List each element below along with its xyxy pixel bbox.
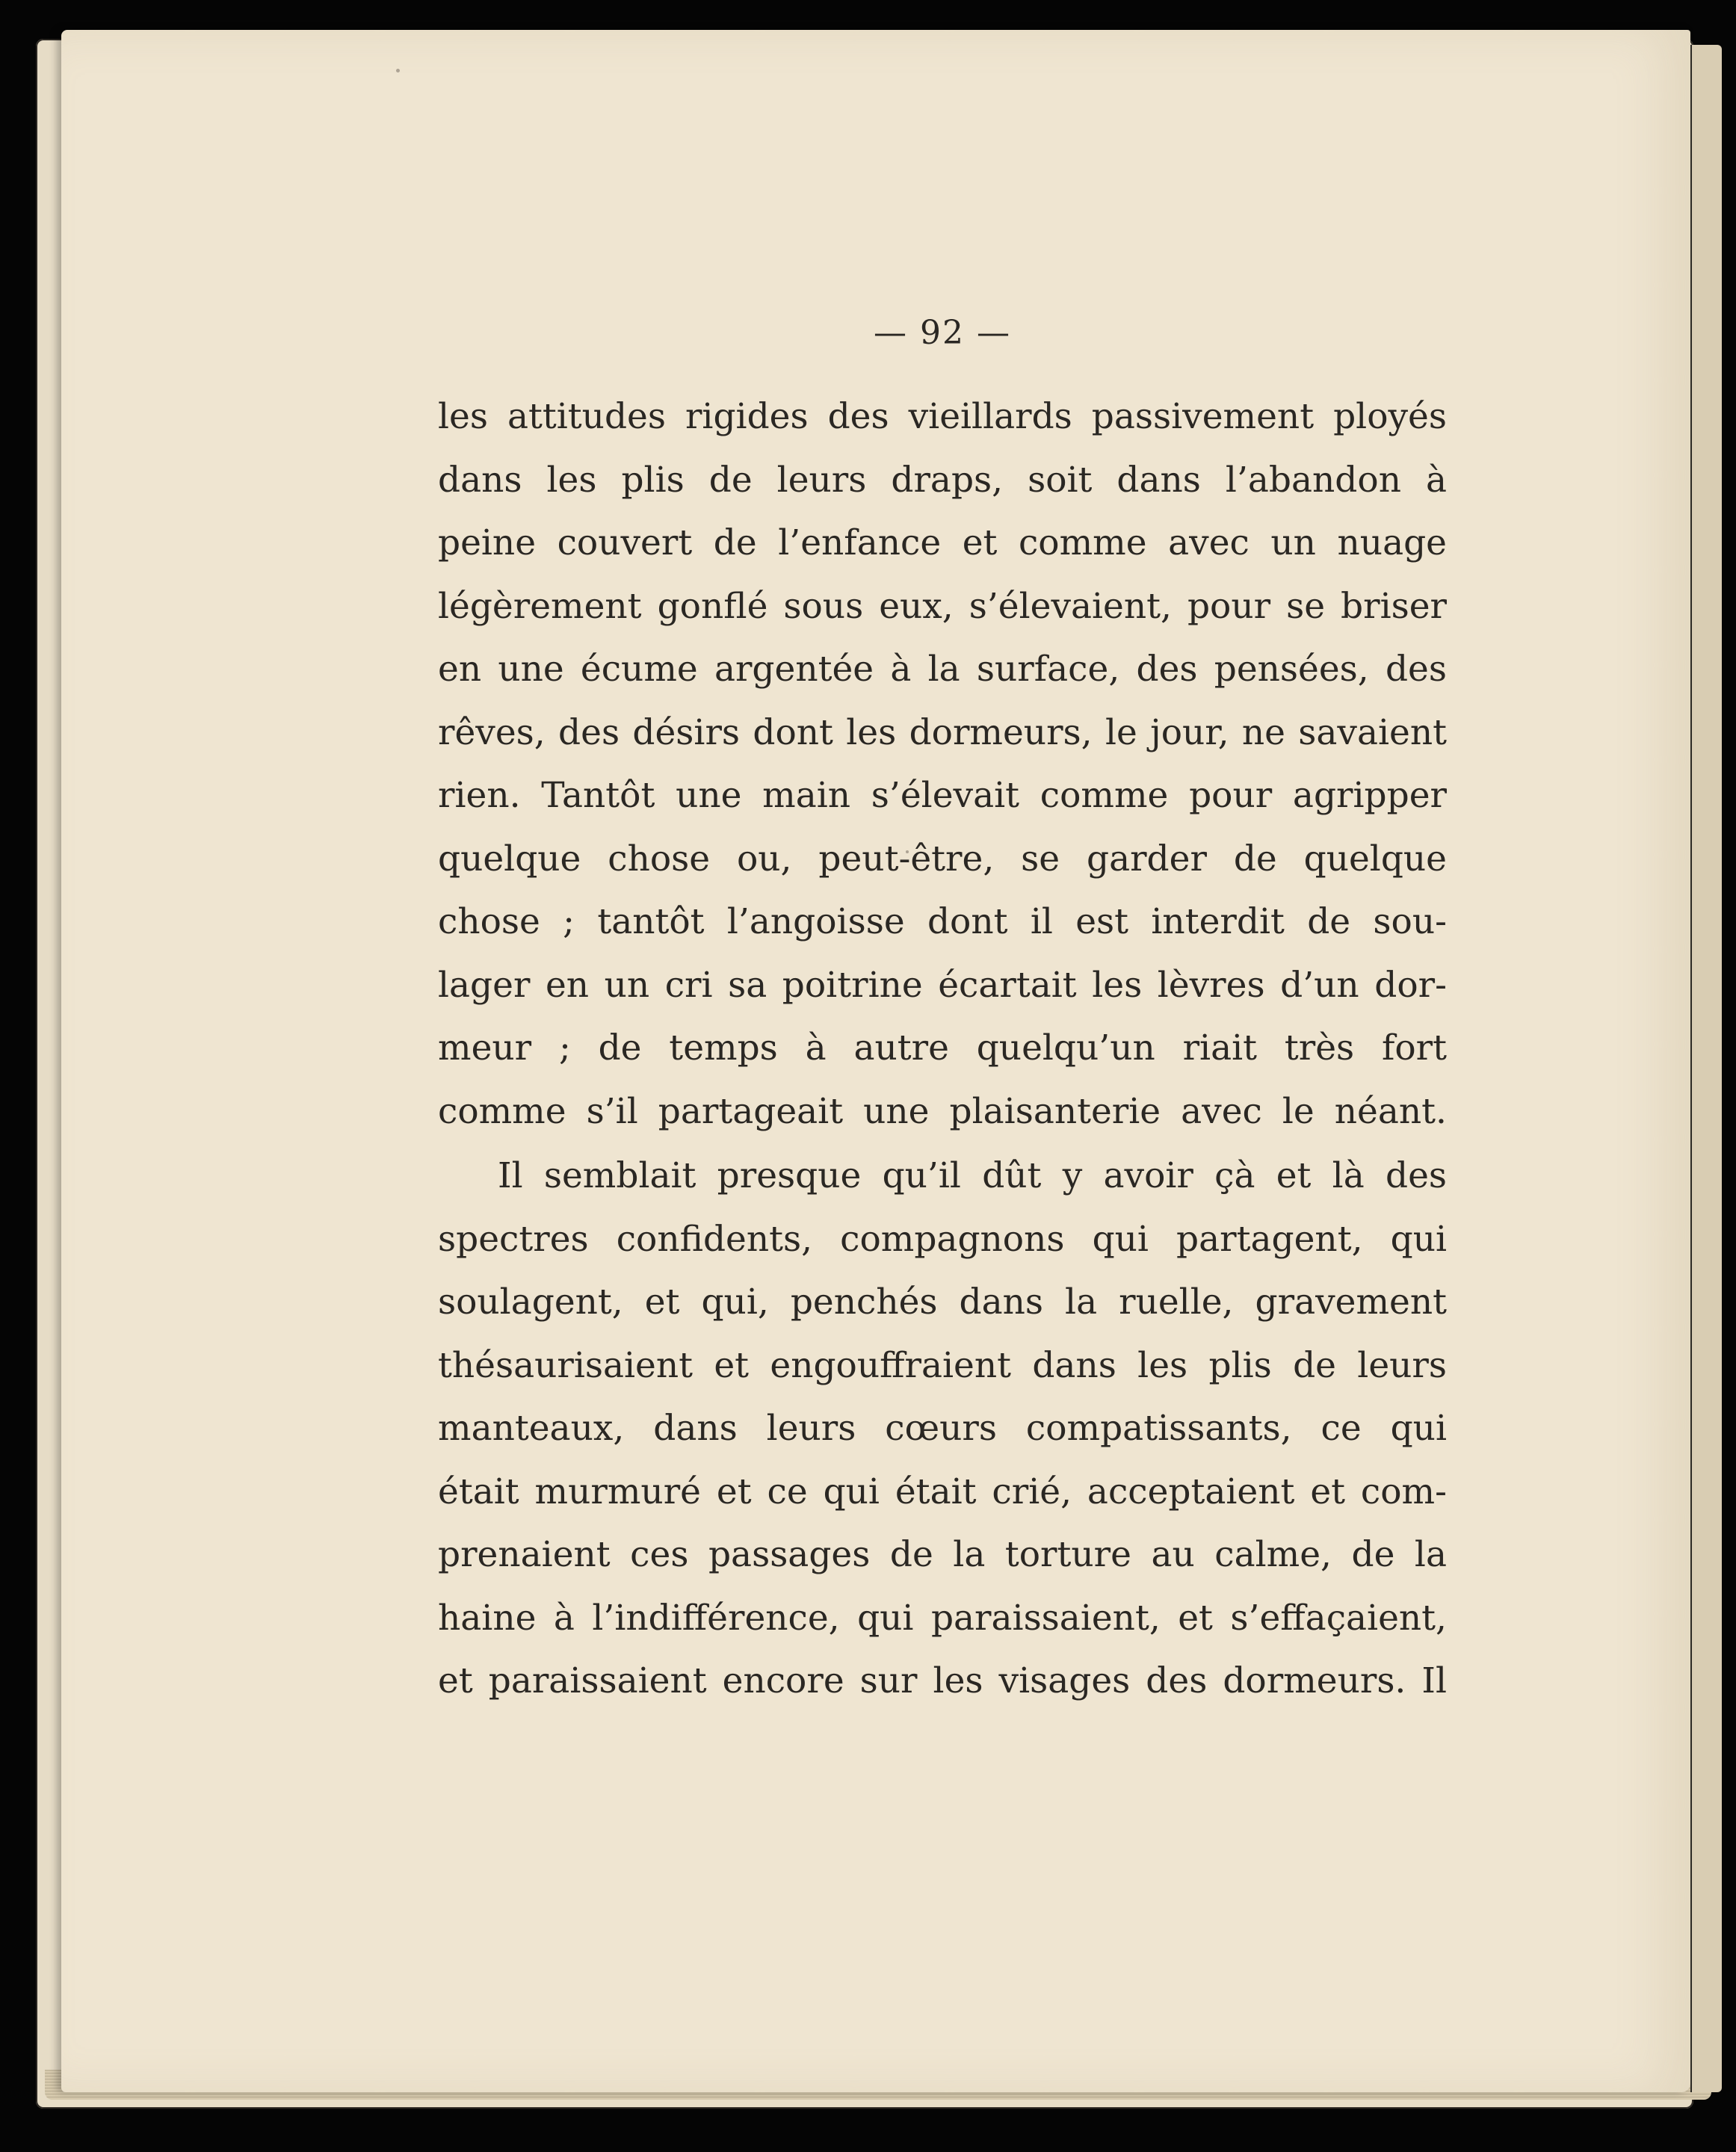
text-line: les attitudes rigides des vieillards passivement ployés — [438, 396, 1447, 437]
text-line: dans les plis de leurs draps, soit dans l’abandon à — [438, 459, 1447, 501]
text-line: était murmuré et ce qui était crié, acceptaient et com- — [438, 1471, 1447, 1512]
text-line: Il semblait presque qu’il dût y avoir çà et là des — [498, 1155, 1447, 1196]
paragraph-2 — [438, 1145, 1447, 1713]
text-line: rêves, des désirs dont les dormeurs, le jour, ne savaient — [438, 711, 1447, 753]
text-line: manteaux, dans leurs cœurs compatissants, ce qui — [438, 1408, 1447, 1449]
text-line: prenaient ces passages de la torture au calme, de la — [438, 1534, 1447, 1575]
text-line: lager en un cri sa poitrine écartait les lèvres d’un dor- — [438, 964, 1447, 1006]
text-line: quelque chose ou, peut-être, se garder de quelque — [438, 838, 1447, 879]
paper-speck — [396, 69, 400, 72]
text-line: soulagent, et qui, penchés dans la ruelle, gravement — [438, 1281, 1447, 1323]
text-line: peine couvert de l’enfance et comme avec un nuage — [438, 522, 1447, 563]
page-number: — 92 — — [874, 314, 1011, 352]
facing-page-edge — [1690, 45, 1722, 2092]
text-line: légèrement gonflé sous eux, s’élevaient, pour se briser — [438, 585, 1447, 627]
text-line: spectres confidents, compagnons qui partagent, qui — [438, 1218, 1447, 1260]
text-line: et paraissaient encore sur les visages des dormeurs. Il — [438, 1660, 1447, 1701]
text-line: meur ; de temps à autre quelqu’un riait très fort — [438, 1027, 1447, 1069]
text-line: en une écume argentée à la surface, des pensées, des — [438, 649, 1447, 690]
text-line: thésaurisaient et engouffraient dans les plis de leurs — [438, 1344, 1447, 1386]
text-line: rien. Tantôt une main s’élevait comme pour agripper — [438, 775, 1447, 816]
text-line: comme s’il partageait une plaisanterie avec le néant. — [438, 1090, 1447, 1132]
text-line: haine à l’indifférence, qui paraissaient, et s’effaçaient, — [438, 1597, 1447, 1639]
paragraph-1 — [438, 386, 1447, 1143]
text-line: chose ; tantôt l’angoisse dont il est interdit de sou- — [438, 901, 1447, 942]
